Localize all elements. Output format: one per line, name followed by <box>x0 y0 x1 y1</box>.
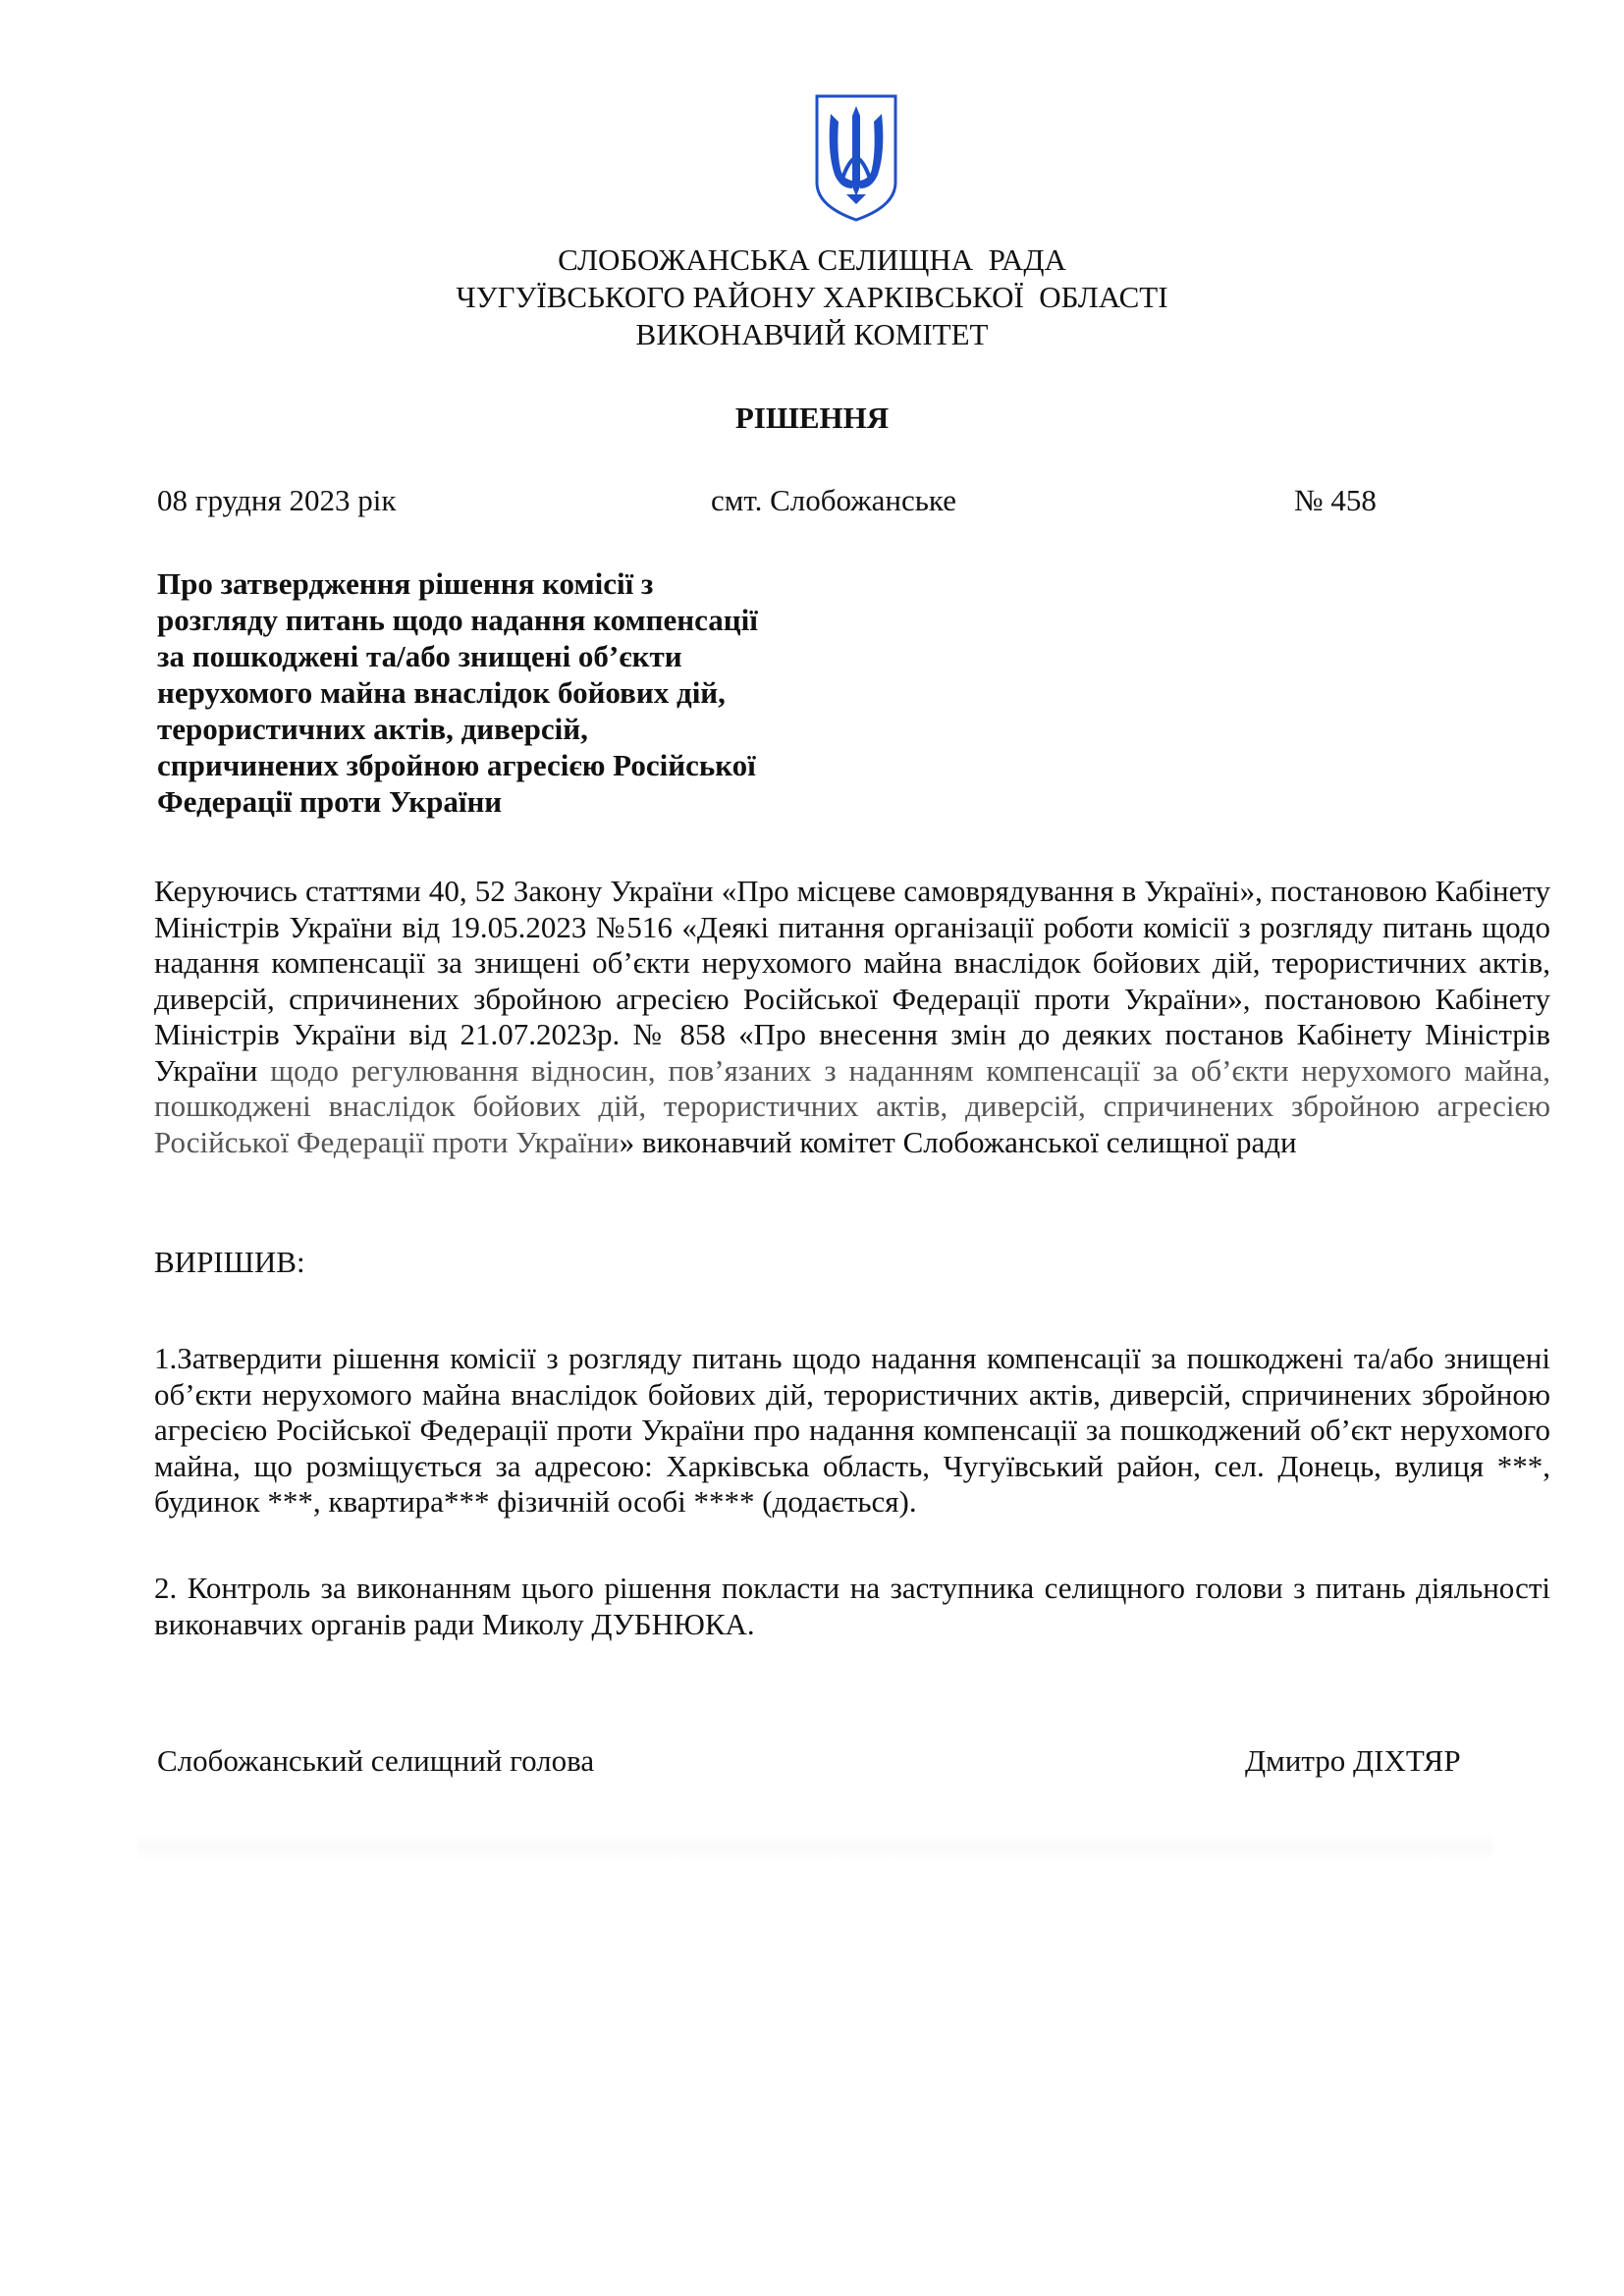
subject-line: нерухомого майна внаслідок бойових дій, <box>157 675 726 710</box>
subject-line: Федерації проти України <box>157 784 503 819</box>
preamble-text: Керуючись статтями 40, 52 Закону України «Про місцеве самоврядування в Україні», постановою Кабінету Міністрів України від 19.05.2023 №516 «Деякі питання організації роботи комісії з розгляду питань щодо надання компенсації за знищені об’єкти нерухомого майна внаслідок бойових дій, терористичних актів, диверсій, спричинених збройною агресією Російської Федерації проти України», постановою Кабінету Міністрів України від 21.07.2023р. № 858 «Про внесення змін до деяких постанов Кабінету Міністрів України <box>154 874 1550 1088</box>
decision-item-2: 2. Контроль за виконанням цього рішення покласти на заступника селищного голови з питань діяльності виконавчих органів ради Миколу ДУБНЮКА. <box>154 1571 1550 1641</box>
header-line-committee: ВИКОНАВЧИЙ КОМІТЕТ <box>635 317 989 351</box>
trident-coat-of-arms-icon <box>813 92 899 224</box>
subject-line: Про затвердження рішення комісії з <box>157 566 654 601</box>
subject-line: спричинених збройною агресією Російської <box>157 748 756 782</box>
preamble-paragraph <box>154 874 1550 1160</box>
signature-name: Дмитро ДІХТЯР <box>1245 1743 1461 1778</box>
decision-subject <box>157 565 864 820</box>
preamble-text-muted: щодо регулювання відносин, пов’язаних з наданням компенсації за об’єкти нерухомого майна, пошкоджені внаслідок бойових дій, терористичних актів, диверсій, спричинених збройною агресією Російської Федерації проти України <box>154 1052 1550 1159</box>
organization-header <box>0 241 1624 353</box>
decision-place: смт. Слобожанське <box>711 483 956 517</box>
scan-shadow <box>137 1832 1492 1861</box>
document-type: РІШЕННЯ <box>734 400 890 435</box>
preamble-text-end: » виконавчий комітет Слобожанської селищної ради <box>619 1124 1297 1159</box>
decision-item-1: 1.Затвердити рішення комісії з розгляду питань щодо надання компенсації за пошкоджені та/або знищені об’єкти нерухомого майна внаслідок бойових дій, терористичних актів, диверсій, спричинених збройною агресією Російської Федерації проти України про надання компенсації за пошкоджений об’єкт нерухомого майна, що розміщується за адресою: Харківська область, Чугуївський район, сел. Донець, вулиця ***, будинок ***, квартира*** фізичній особі **** (додається). <box>154 1341 1550 1519</box>
header-line-region: ЧУГУЇВСЬКОГО РАЙОНУ ХАРКІВСЬКОЇ ОБЛАСТІ <box>456 280 1168 314</box>
subject-line: терористичних актів, диверсій, <box>157 712 588 746</box>
header-line-council: СЛОБОЖАНСЬКА СЕЛИЩНА РАДА <box>558 242 1066 277</box>
signature-position: Слобожанський селищний голова <box>157 1743 595 1778</box>
decision-number: № 458 <box>1294 483 1377 517</box>
decided-heading: ВИРІШИВ: <box>154 1245 305 1279</box>
subject-line: розгляду питань щодо надання компенсації <box>157 603 758 637</box>
subject-line: за пошкоджені та/або знищені об’єкти <box>157 639 682 673</box>
decision-date: 08 грудня 2023 рік <box>157 483 397 517</box>
